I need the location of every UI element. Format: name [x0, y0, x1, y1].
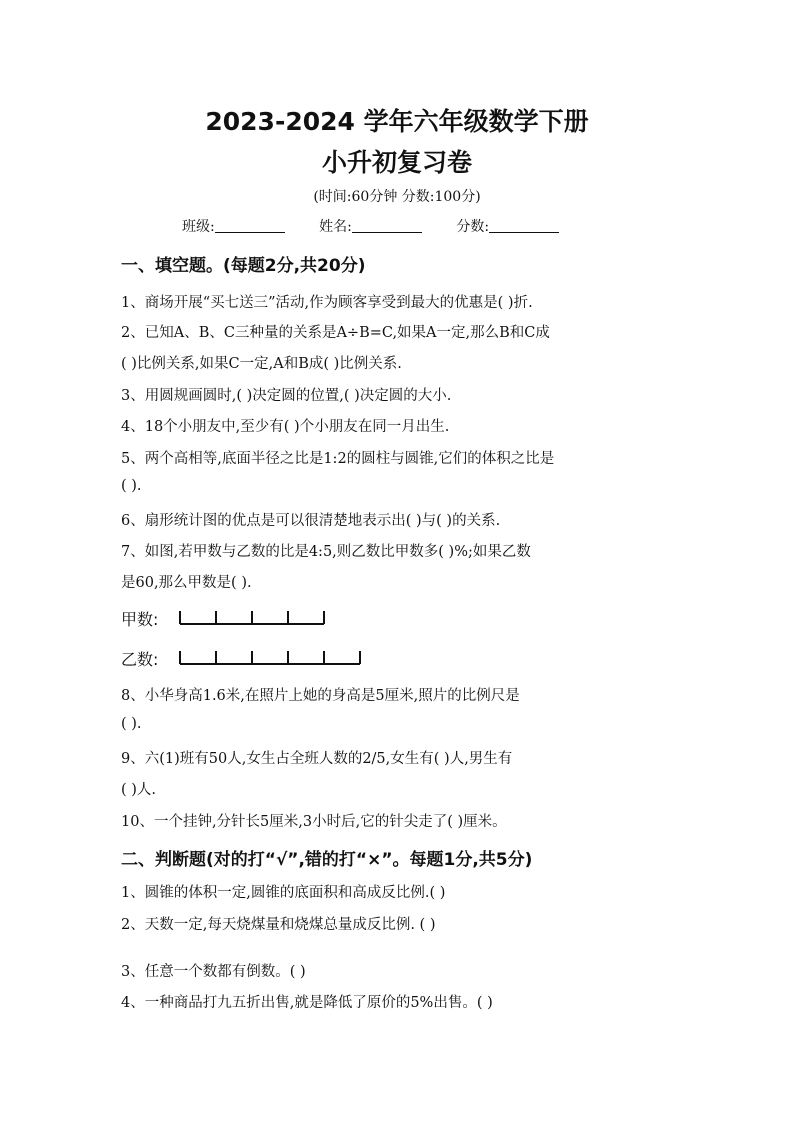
score-label: 分数: — [456, 219, 490, 235]
question-line: 3、任意一个数都有倒数。( ) — [121, 964, 306, 980]
question-line: 1、商场开展“买七送三”活动,作为顾客享受到最大的优惠是( )折. — [121, 295, 533, 311]
question-line: 7、如图,若甲数与乙数的比是4:5,则乙数比甲数多( )%;如果乙数 — [121, 544, 531, 560]
question-line: ( )比例关系,如果C一定,A和B成( )比例关系. — [121, 356, 402, 372]
question-line: 3、用圆规画圆时,( )决定圆的位置,( )决定圆的大小. — [121, 388, 452, 404]
class-label: 班级: — [182, 219, 215, 235]
question-line: 6、扇形统计图的优点是可以很清楚地表示出( )与( )的关系. — [121, 513, 501, 529]
time-score-info: (时间:60分钟 分数:100分) — [313, 189, 481, 205]
segment-diagram-jia — [178, 607, 378, 629]
label-yi: 乙数: — [121, 650, 159, 669]
page-subtitle: 小升初复习卷 — [321, 148, 472, 177]
question-line: 4、18个小朋友中,至少有( )个小朋友在同一月出生. — [121, 419, 450, 435]
question-line: 是60,那么甲数是( ). — [121, 575, 252, 591]
question-line: 5、两个高相等,底面半径之比是1:2的圆柱与圆锥,它们的体积之比是 — [121, 451, 555, 467]
name-blank[interactable] — [352, 218, 422, 233]
name-label: 姓名: — [319, 219, 352, 235]
section-fill-blank-title: 一、填空题。(每题2分,共20分) — [121, 256, 366, 276]
class-blank[interactable] — [215, 218, 285, 233]
question-line: ( )人. — [121, 782, 157, 798]
question-line: 2、已知A、B、C三种量的关系是A÷B=C,如果A一定,那么B和C成 — [121, 325, 550, 341]
segment-diagram-yi — [178, 647, 378, 669]
question-line: ( ). — [121, 716, 142, 732]
question-line: 2、天数一定,每天烧煤量和烧煤总量成反比例. ( ) — [121, 917, 436, 933]
page-title: 2023-2024 学年六年级数学下册 — [205, 107, 589, 136]
question-line: 1、圆锥的体积一定,圆锥的底面积和高成反比例.( ) — [121, 885, 446, 901]
question-line: 4、一种商品打九五折出售,就是降低了原价的5%出售。( ) — [121, 995, 493, 1011]
label-jia: 甲数: — [121, 610, 159, 629]
student-info-fields — [182, 216, 589, 236]
question-line: 8、小华身高1.6米,在照片上她的身高是5厘米,照片的比例尺是 — [121, 688, 520, 704]
question-line: ( ). — [121, 478, 142, 494]
score-blank[interactable] — [489, 218, 559, 233]
question-line: 10、一个挂钟,分针长5厘米,3小时后,它的针尖走了( )厘米。 — [121, 814, 507, 830]
question-line: 9、六(1)班有50人,女生占全班人数的2/5,女生有( )人,男生有 — [121, 751, 513, 767]
section-judge-title: 二、判断题(对的打“√”,错的打“×”。每题1分,共5分) — [121, 850, 533, 870]
